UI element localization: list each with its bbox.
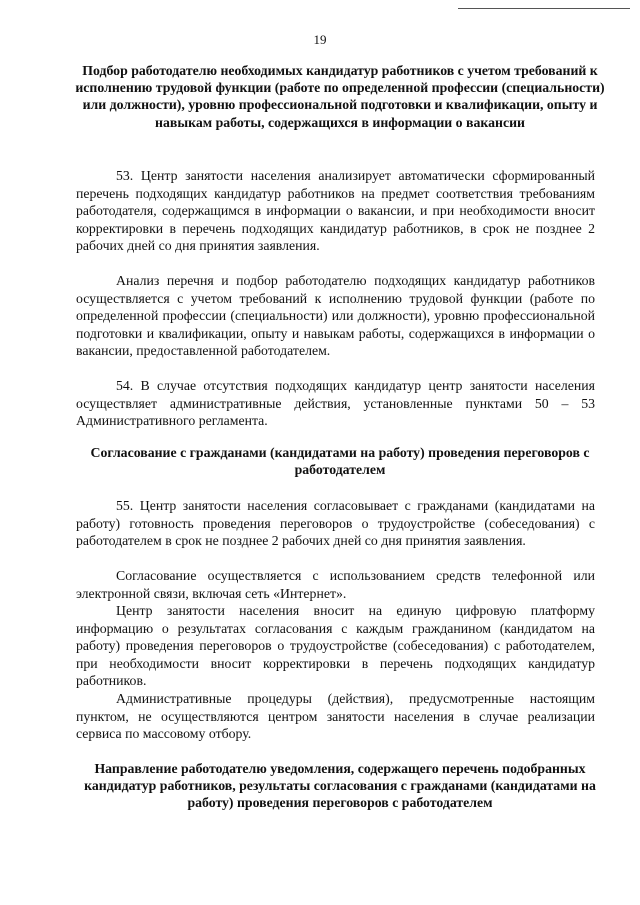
- paragraph-list-analysis: Анализ перечня и подбор работодателю подходящих кандидатур работников осуществляется с учетом требований к исполнению трудовой функции (работе по определенной профессии (специальности) или должности), уровню профессиональной подготовки и квалификации, опыту и навыкам работы, содержащихся в информации о вакансии, предоставленной работодателем.: [76, 273, 595, 359]
- page-number: 19: [313, 32, 327, 47]
- paragraph-55: 55. Центр занятости населения согласовывает с гражданами (кандидатами на работу) готовность проведения переговоров о трудоустройстве (собеседования) с работодателем в срок не позднее 2 рабочих дней со дня принятия заявления.: [76, 498, 595, 549]
- section-heading-agreement: Согласование с гражданами (кандидатами на работу) проведения переговоров с работодателем: [90, 445, 590, 478]
- paragraph-platform: Центр занятости населения вносит на единую цифровую платформу информацию о результатах согласования с каждым гражданином (кандидатом на работу) проведения переговоров о трудоустройстве (собеседования) с работодателем, при необходимости вносит корректировки в перечень подходящих кандидатур работников.: [76, 603, 595, 689]
- paragraph-54: 54. В случае отсутствия подходящих кандидатур центр занятости населения осуществляет административные действия, установленные пунктами 50 – 53 Административного регламента.: [76, 378, 595, 429]
- paragraph-53: 53. Центр занятости населения анализирует автоматически сформированный перечень подходящих кандидатур работников на предмет соответствия требованиям работодателя, содержащимся в информации о вакансии, и при необходимости вносит корректировки в перечень подходящих кандидатур работников, в срок не позднее 2 рабочих дней со дня принятия заявления.: [76, 168, 595, 254]
- paragraph-procedures: Административные процедуры (действия), предусмотренные настоящим пунктом, не осуществляются центром занятости населения в случае реализации сервиса по массовому отбору.: [76, 691, 595, 742]
- section-heading-candidate-selection: Подбор работодателю необходимых кандидатур работников с учетом требований к исполнению трудовой функции (работе по определенной профессии (специальности) или должности), уровню профессиональной подготовки и квалификации, опыту и навыкам работы, содержащихся в информации о вакансии: [75, 63, 605, 130]
- section-heading-notification: Направление работодателю уведомления, содержащего перечень подобранных кандидатур работников, результаты согласования с гражданами (кандидатами на работу) проведения переговоров с работодателем: [84, 761, 596, 811]
- top-rule: [458, 8, 630, 9]
- paragraph-communication: Согласование осуществляется с использованием средств телефонной или электронной связи, включая сеть «Интернет».: [76, 568, 595, 601]
